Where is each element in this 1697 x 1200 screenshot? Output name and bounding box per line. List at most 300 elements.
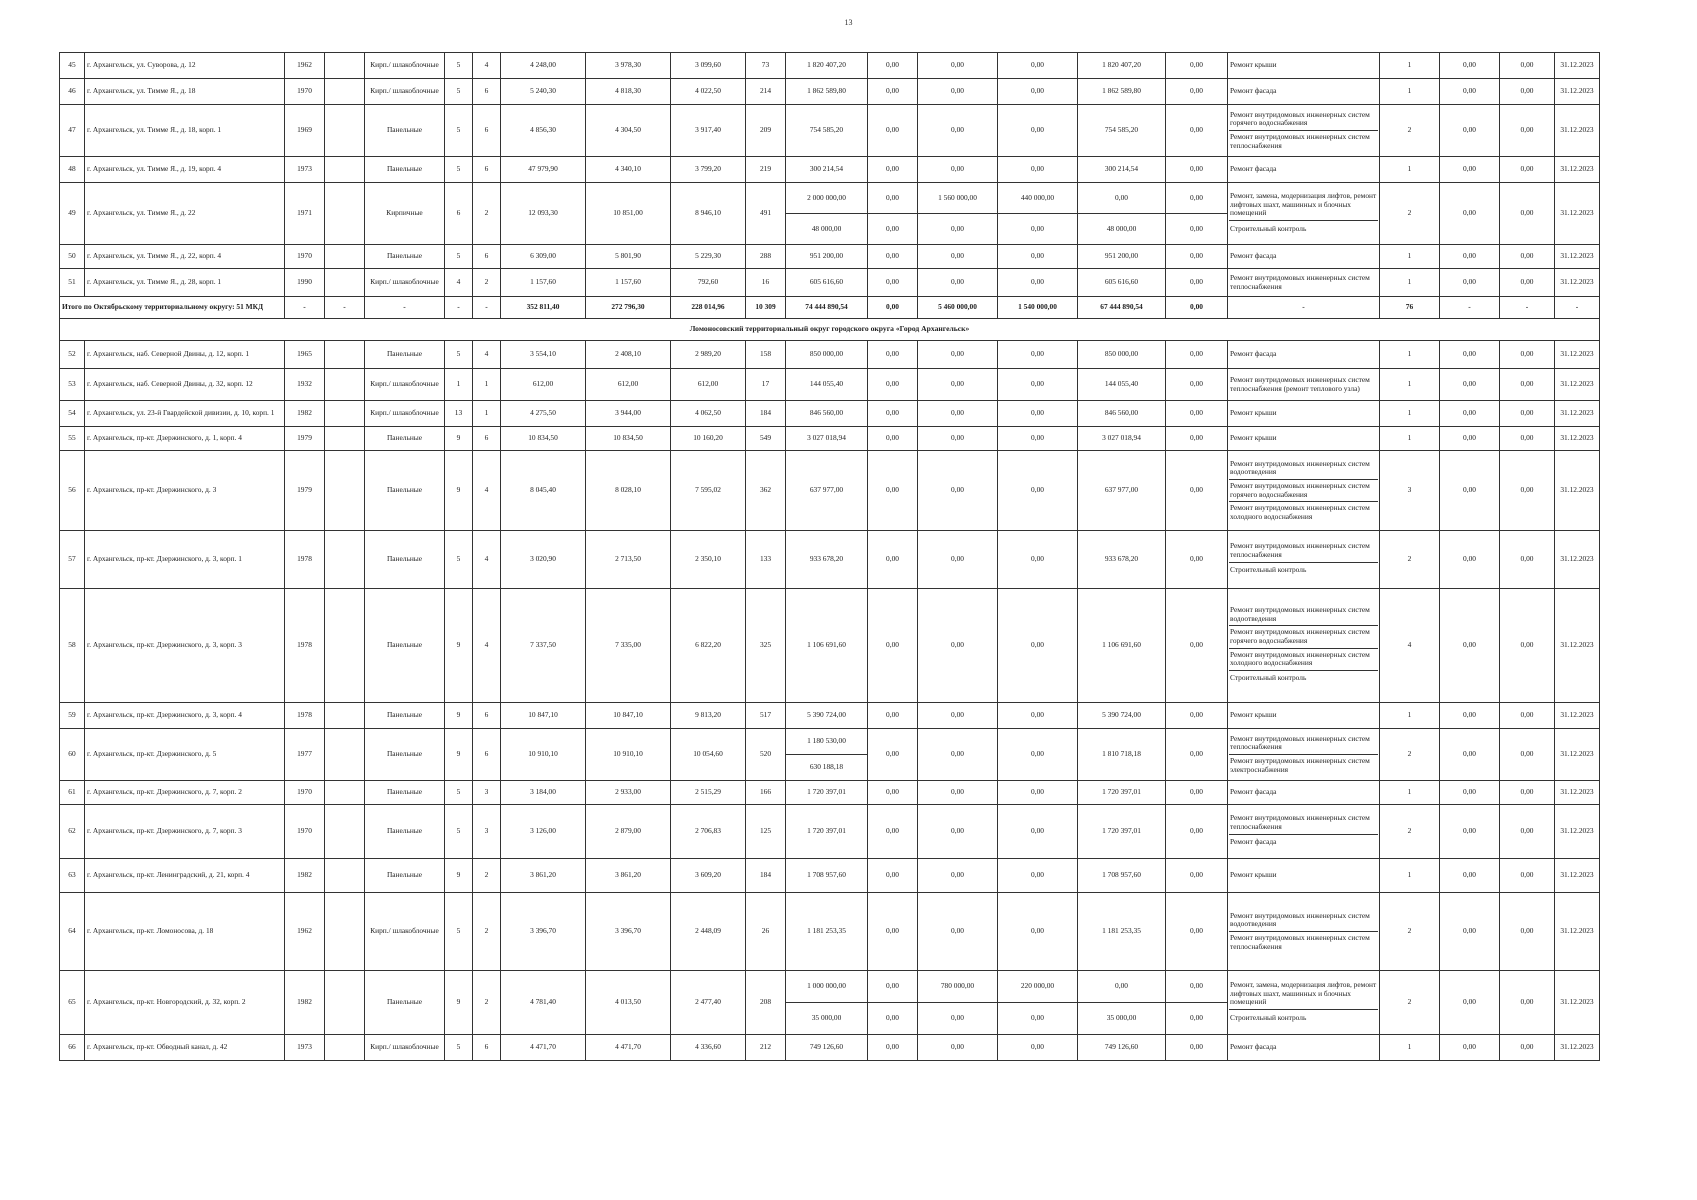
f4-cell — [1078, 781, 1166, 805]
f4-cell — [1078, 729, 1166, 781]
total-label: Итого по Октябрьскому территориальному округу: 51 МКД — [60, 297, 285, 319]
f1-cell — [868, 53, 918, 79]
f3-value: 0,00 — [1031, 640, 1044, 650]
f2-cell — [918, 805, 998, 859]
work-count-cell: 1 — [1380, 703, 1440, 729]
work-count-cell: 2 — [1380, 105, 1440, 157]
blank-cell-cell — [325, 183, 365, 245]
f5-value: 0,00 — [1190, 870, 1203, 880]
wall-material-cell: Кирпичные — [365, 183, 445, 245]
f4-cell — [1078, 531, 1166, 589]
work-type: Ремонт внутридомовых инженерных систем горячего водоснабжения — [1229, 109, 1378, 131]
address-cell: г. Архангельск, пр-кт. Дзержинского, д. 7, корп. 3 — [85, 805, 285, 859]
f3-value: 440 000,00 — [998, 183, 1077, 214]
work-type: Ремонт, замена, модернизация лифтов, ремонт лифтовых шахт, машинных и блочных помещений — [1229, 190, 1378, 221]
completion-date-cell: 31.12.2023 — [1555, 401, 1600, 427]
residents-cell: 219 — [746, 157, 786, 183]
f1-value: 0,00 — [886, 125, 899, 135]
work-types-cell — [1228, 79, 1380, 105]
completion-date-cell: 31.12.2023 — [1555, 157, 1600, 183]
total-dash-cell: - — [285, 297, 325, 319]
work-type: Строительный контроль — [1230, 673, 1307, 683]
cost-value: 1 106 691,60 — [807, 640, 846, 650]
floors-cell: 9 — [445, 859, 473, 893]
work-types-cell — [1228, 183, 1380, 245]
table-row — [60, 369, 1600, 401]
blank-cell-cell — [325, 729, 365, 781]
extra-value-2-cell: 0,00 — [1500, 427, 1555, 451]
total-row — [60, 297, 1600, 319]
f3-cell — [998, 401, 1078, 427]
f5-cell — [1166, 805, 1228, 859]
f2-cell — [918, 183, 998, 245]
floors-cell: 6 — [445, 183, 473, 245]
wall-material-cell: Панельные — [365, 531, 445, 589]
f2-value: 0,00 — [951, 408, 964, 418]
cost-cell — [786, 729, 868, 781]
f4-value: 754 585,20 — [1104, 125, 1139, 135]
work-count-cell: 2 — [1380, 893, 1440, 971]
blank-cell-cell — [325, 157, 365, 183]
f5-value: 0,00 — [1190, 710, 1203, 720]
entrances-cell: 3 — [473, 805, 501, 859]
residents-cell: 184 — [746, 859, 786, 893]
cost-cell — [786, 859, 868, 893]
entrances-cell: 2 — [473, 183, 501, 245]
work-type: Ремонт внутридомовых инженерных систем теплоснабжения — [1229, 733, 1378, 755]
wall-material-cell: Панельные — [365, 729, 445, 781]
blank-cell-cell — [325, 703, 365, 729]
work-type: Ремонт фасада — [1230, 837, 1277, 847]
address-cell: г. Архангельск, пр-кт. Дзержинского, д. 1, корп. 4 — [85, 427, 285, 451]
area-residential-cell: 4 336,60 — [671, 1035, 746, 1061]
completion-date-cell: 31.12.2023 — [1555, 859, 1600, 893]
cost-value: 951 200,00 — [809, 251, 844, 261]
residents-cell: 184 — [746, 401, 786, 427]
f4-cell — [1078, 401, 1166, 427]
f1-value: 0,00 — [886, 379, 899, 389]
wall-material-cell: Кирп./ шлакоблочные — [365, 1035, 445, 1061]
extra-value-1-cell: 0,00 — [1440, 971, 1500, 1035]
work-count-cell: 2 — [1380, 183, 1440, 245]
floors-cell: 9 — [445, 729, 473, 781]
total-area-cell: 612,00 — [501, 369, 586, 401]
entrances-cell: 6 — [473, 427, 501, 451]
address-cell: г. Архангельск, пр-кт. Дзержинского, д. 3 — [85, 451, 285, 531]
f1-value: 0,00 — [886, 223, 899, 233]
f2-value: 0,00 — [951, 826, 964, 836]
entrances-cell: 3 — [473, 781, 501, 805]
address-cell: г. Архангельск, ул. Тимме Я., д. 19, корп. 4 — [85, 157, 285, 183]
f1-value: 0,00 — [886, 251, 899, 261]
work-types-cell — [1228, 157, 1380, 183]
cost-cell — [786, 531, 868, 589]
work-count-cell: 1 — [1380, 859, 1440, 893]
f5-value: 0,00 — [1190, 164, 1203, 174]
entrances-cell: 4 — [473, 341, 501, 369]
completion-date-cell: 31.12.2023 — [1555, 729, 1600, 781]
build-year-cell: 1962 — [285, 53, 325, 79]
cost-value: 1 720 397,01 — [807, 787, 846, 797]
total-area-cell: 3 126,00 — [501, 805, 586, 859]
total-area-cell: 4 781,40 — [501, 971, 586, 1035]
total-area-cell: 10 910,10 — [501, 729, 586, 781]
f3-value: 0,00 — [1031, 926, 1044, 936]
entrances-cell: 1 — [473, 401, 501, 427]
work-type: Ремонт внутридомовых инженерных систем теплоснабжения — [1230, 933, 1370, 951]
work-type: Ремонт крыши — [1230, 433, 1277, 443]
f5-value: 0,00 — [1190, 251, 1203, 261]
f3-cell — [998, 589, 1078, 703]
work-count-cell: 1 — [1380, 401, 1440, 427]
extra-value-2-cell: 0,00 — [1500, 157, 1555, 183]
cost-value: 1 720 397,01 — [807, 826, 846, 836]
extra-value-1-cell: 0,00 — [1440, 781, 1500, 805]
address-cell: г. Архангельск, пр-кт. Дзержинского, д. 7, корп. 2 — [85, 781, 285, 805]
f3-cell — [998, 269, 1078, 297]
work-types-cell — [1228, 53, 1380, 79]
total-area-cell: 12 093,30 — [501, 183, 586, 245]
f1-value: 0,00 — [886, 164, 899, 174]
f1-cell — [868, 245, 918, 269]
floors-cell: 5 — [445, 341, 473, 369]
completion-date-cell: 31.12.2023 — [1555, 105, 1600, 157]
f4-value: 1 820 407,20 — [1102, 60, 1141, 70]
extra-value-2-cell: 0,00 — [1500, 859, 1555, 893]
extra-value-2-cell: 0,00 — [1500, 451, 1555, 531]
cost-value: 3 027 018,94 — [807, 433, 846, 443]
cost-cell — [786, 105, 868, 157]
work-type: Ремонт крыши — [1230, 870, 1277, 880]
f5-cell — [1166, 859, 1228, 893]
f5-cell — [1166, 893, 1228, 971]
row-number-cell: 50 — [60, 245, 85, 269]
extra-value-2-cell: 0,00 — [1500, 369, 1555, 401]
f1-value: 0,00 — [886, 277, 899, 287]
f5-cell — [1166, 729, 1228, 781]
work-types-cell — [1228, 427, 1380, 451]
work-count-cell: 1 — [1380, 79, 1440, 105]
table-row — [60, 805, 1600, 859]
floors-cell: 9 — [445, 589, 473, 703]
f1-cell — [868, 859, 918, 893]
total-dash-cell: - — [325, 297, 365, 319]
cost-cell — [786, 369, 868, 401]
area-premises-cell: 3 978,30 — [586, 53, 671, 79]
f4-value: 35 000,00 — [1106, 1013, 1137, 1023]
f4-cell — [1078, 245, 1166, 269]
f5-cell — [1166, 401, 1228, 427]
f2-value: 0,00 — [951, 554, 964, 564]
f4-value: 1 720 397,01 — [1102, 826, 1141, 836]
cost-value: 1 180 530,00 — [786, 729, 867, 755]
total-area-cell: 8 045,40 — [501, 451, 586, 531]
floors-cell: 5 — [445, 79, 473, 105]
total-a1-cell: 352 811,40 — [501, 297, 586, 319]
row-number-cell: 51 — [60, 269, 85, 297]
floors-cell: 5 — [445, 805, 473, 859]
completion-date-cell: 31.12.2023 — [1555, 53, 1600, 79]
total-area-cell: 10 847,10 — [501, 703, 586, 729]
work-types-cell — [1228, 729, 1380, 781]
extra-value-2-cell: 0,00 — [1500, 401, 1555, 427]
f2-cell — [918, 269, 998, 297]
f1-value: 0,00 — [868, 183, 917, 214]
cost-cell — [786, 781, 868, 805]
total-area-cell: 5 240,30 — [501, 79, 586, 105]
work-type: Строительный контроль — [1230, 1012, 1307, 1022]
f1-value: 0,00 — [886, 60, 899, 70]
build-year-cell: 1978 — [285, 589, 325, 703]
work-count-cell: 1 — [1380, 341, 1440, 369]
floors-cell: 9 — [445, 971, 473, 1035]
cost-cell — [786, 1035, 868, 1061]
f2-cell — [918, 427, 998, 451]
residents-cell: 158 — [746, 341, 786, 369]
extra-value-2-cell: 0,00 — [1500, 269, 1555, 297]
area-residential-cell: 4 022,50 — [671, 79, 746, 105]
f1-cell — [868, 105, 918, 157]
wall-material-cell: Панельные — [365, 105, 445, 157]
table-row — [60, 105, 1600, 157]
work-type: Ремонт фасада — [1230, 164, 1277, 174]
residents-cell: 209 — [746, 105, 786, 157]
total-f2-cell: 5 460 000,00 — [918, 297, 998, 319]
row-number-cell: 46 — [60, 79, 85, 105]
completion-date-cell: 31.12.2023 — [1555, 893, 1600, 971]
f3-value: 0,00 — [1031, 554, 1044, 564]
f1-value: 0,00 — [886, 1013, 899, 1023]
cost-cell — [786, 451, 868, 531]
cost-cell — [786, 269, 868, 297]
total-area-cell: 4 248,00 — [501, 53, 586, 79]
work-type: Ремонт фасада — [1230, 787, 1277, 797]
f5-cell — [1166, 1035, 1228, 1061]
total-area-cell: 4 856,30 — [501, 105, 586, 157]
f3-cell — [998, 105, 1078, 157]
work-type: Ремонт внутридомовых инженерных систем водоотведения — [1229, 604, 1378, 626]
f1-cell — [868, 589, 918, 703]
build-year-cell: 1979 — [285, 451, 325, 531]
total-f1-cell: 0,00 — [868, 297, 918, 319]
f3-value: 0,00 — [1031, 1013, 1044, 1023]
area-premises-cell: 4 340,10 — [586, 157, 671, 183]
total-dash-cell: - — [365, 297, 445, 319]
row-number-cell: 61 — [60, 781, 85, 805]
completion-date-cell: 31.12.2023 — [1555, 269, 1600, 297]
floors-cell: 5 — [445, 157, 473, 183]
extra-value-1-cell: 0,00 — [1440, 805, 1500, 859]
extra-value-2-cell: 0,00 — [1500, 589, 1555, 703]
table-row — [60, 531, 1600, 589]
f5-cell — [1166, 269, 1228, 297]
area-residential-cell: 6 822,20 — [671, 589, 746, 703]
work-count-cell: 1 — [1380, 245, 1440, 269]
area-residential-cell: 10 160,20 — [671, 427, 746, 451]
f2-cell — [918, 401, 998, 427]
area-residential-cell: 8 946,10 — [671, 183, 746, 245]
work-type: Ремонт внутридомовых инженерных систем холодного водоснабжения — [1230, 503, 1370, 521]
work-type: Ремонт фасада — [1230, 349, 1277, 359]
wall-material-cell: Панельные — [365, 805, 445, 859]
f5-cell — [1166, 589, 1228, 703]
f3-cell — [998, 703, 1078, 729]
area-residential-cell: 7 595,02 — [671, 451, 746, 531]
address-cell: г. Архангельск, пр-кт. Ломоносова, д. 18 — [85, 893, 285, 971]
f3-value: 0,00 — [1031, 349, 1044, 359]
f5-value: 0,00 — [1190, 125, 1203, 135]
f3-value: 0,00 — [1031, 86, 1044, 96]
area-premises-cell: 3 944,00 — [586, 401, 671, 427]
row-number-cell: 49 — [60, 183, 85, 245]
f3-cell — [998, 157, 1078, 183]
f1-cell — [868, 805, 918, 859]
f1-cell — [868, 341, 918, 369]
floors-cell: 5 — [445, 1035, 473, 1061]
f3-cell — [998, 729, 1078, 781]
build-year-cell: 1970 — [285, 245, 325, 269]
work-types-cell — [1228, 245, 1380, 269]
table-row — [60, 1035, 1600, 1061]
f1-cell — [868, 157, 918, 183]
row-number-cell: 53 — [60, 369, 85, 401]
f2-cell — [918, 105, 998, 157]
work-types-cell — [1228, 401, 1380, 427]
f5-value: 0,00 — [1190, 1013, 1203, 1023]
work-type: Ремонт внутридомовых инженерных систем теплоснабжения — [1229, 540, 1378, 562]
residents-cell: 362 — [746, 451, 786, 531]
blank-cell-cell — [325, 893, 365, 971]
residents-cell: 520 — [746, 729, 786, 781]
f5-cell — [1166, 427, 1228, 451]
wall-material-cell: Панельные — [365, 859, 445, 893]
f4-cell — [1078, 105, 1166, 157]
extra-value-1-cell: 0,00 — [1440, 183, 1500, 245]
entrances-cell: 4 — [473, 589, 501, 703]
f3-value: 0,00 — [1031, 485, 1044, 495]
cost-cell — [786, 401, 868, 427]
extra-value-2-cell: 0,00 — [1500, 105, 1555, 157]
work-types-cell — [1228, 451, 1380, 531]
build-year-cell: 1978 — [285, 531, 325, 589]
work-type: Ремонт фасада — [1230, 251, 1277, 261]
f2-cell — [918, 729, 998, 781]
table-row — [60, 53, 1600, 79]
area-residential-cell: 3 917,40 — [671, 105, 746, 157]
f3-cell — [998, 1035, 1078, 1061]
address-cell: г. Архангельск, пр-кт. Дзержинского, д. 3, корп. 1 — [85, 531, 285, 589]
work-types-cell — [1228, 589, 1380, 703]
cost-value: 850 000,00 — [809, 349, 844, 359]
f2-value: 780 000,00 — [918, 971, 997, 1003]
residents-cell: 212 — [746, 1035, 786, 1061]
floors-cell: 5 — [445, 245, 473, 269]
build-year-cell: 1965 — [285, 341, 325, 369]
f2-value: 0,00 — [951, 277, 964, 287]
cost-value: 1 862 589,80 — [807, 86, 846, 96]
f3-cell — [998, 341, 1078, 369]
area-premises-cell: 2 933,00 — [586, 781, 671, 805]
table-row — [60, 79, 1600, 105]
f2-value: 0,00 — [951, 485, 964, 495]
wall-material-cell: Панельные — [365, 971, 445, 1035]
row-number-cell: 52 — [60, 341, 85, 369]
floors-cell: 9 — [445, 451, 473, 531]
work-type: Ремонт внутридомовых инженерных систем теплоснабжения (ремонт теплового узла) — [1230, 374, 1370, 393]
f2-value: 0,00 — [951, 60, 964, 70]
wall-material-cell: Панельные — [365, 781, 445, 805]
work-count-cell: 1 — [1380, 1035, 1440, 1061]
f5-value: 0,00 — [1190, 86, 1203, 96]
build-year-cell: 1979 — [285, 427, 325, 451]
f2-value: 0,00 — [951, 433, 964, 443]
extra-value-1-cell: 0,00 — [1440, 531, 1500, 589]
table-row — [60, 245, 1600, 269]
f2-value: 0,00 — [951, 640, 964, 650]
table-row — [60, 971, 1600, 1035]
f4-cell — [1078, 703, 1166, 729]
f2-cell — [918, 781, 998, 805]
work-type: Ремонт фасада — [1230, 86, 1277, 96]
cost-cell — [786, 245, 868, 269]
total-f3-cell: 1 540 000,00 — [998, 297, 1078, 319]
area-residential-cell: 9 813,20 — [671, 703, 746, 729]
blank-cell-cell — [325, 341, 365, 369]
floors-cell: 9 — [445, 427, 473, 451]
residents-cell: 491 — [746, 183, 786, 245]
floors-cell: 9 — [445, 703, 473, 729]
f3-value: 0,00 — [1031, 251, 1044, 261]
cost-cell — [786, 53, 868, 79]
f1-cell — [868, 79, 918, 105]
address-cell: г. Архангельск, ул. Тимме Я., д. 18, корп. 1 — [85, 105, 285, 157]
residents-cell: 125 — [746, 805, 786, 859]
f5-value: 0,00 — [1190, 749, 1203, 759]
f3-cell — [998, 893, 1078, 971]
row-number-cell: 56 — [60, 451, 85, 531]
build-year-cell: 1970 — [285, 79, 325, 105]
cost-value: 144 055,40 — [809, 379, 844, 389]
blank-cell-cell — [325, 369, 365, 401]
f1-value: 0,00 — [886, 485, 899, 495]
residents-cell: 133 — [746, 531, 786, 589]
build-year-cell: 1978 — [285, 703, 325, 729]
blank-cell-cell — [325, 401, 365, 427]
residents-cell: 517 — [746, 703, 786, 729]
f3-cell — [998, 183, 1078, 245]
f4-cell — [1078, 157, 1166, 183]
area-premises-cell: 10 851,00 — [586, 183, 671, 245]
section-title: Ломоносовский территориальный округ городского округа «Город Архангельск» — [60, 319, 1600, 341]
f5-value: 0,00 — [1190, 408, 1203, 418]
entrances-cell: 6 — [473, 245, 501, 269]
f4-value: 48 000,00 — [1106, 223, 1137, 233]
wall-material-cell: Кирп./ шлакоблочные — [365, 53, 445, 79]
address-cell: г. Архангельск, пр-кт. Дзержинского, д. 3, корп. 3 — [85, 589, 285, 703]
f3-value: 0,00 — [1031, 60, 1044, 70]
f2-cell — [918, 341, 998, 369]
extra-value-2-cell: 0,00 — [1500, 53, 1555, 79]
work-types-cell — [1228, 971, 1380, 1035]
f5-cell — [1166, 79, 1228, 105]
extra-value-1-cell: 0,00 — [1440, 703, 1500, 729]
f4-value: 1 106 691,60 — [1102, 640, 1141, 650]
f2-value: 0,00 — [951, 1013, 964, 1023]
extra-value-2-cell: 0,00 — [1500, 893, 1555, 971]
cost-cell — [786, 341, 868, 369]
row-number-cell: 45 — [60, 53, 85, 79]
table-row — [60, 451, 1600, 531]
